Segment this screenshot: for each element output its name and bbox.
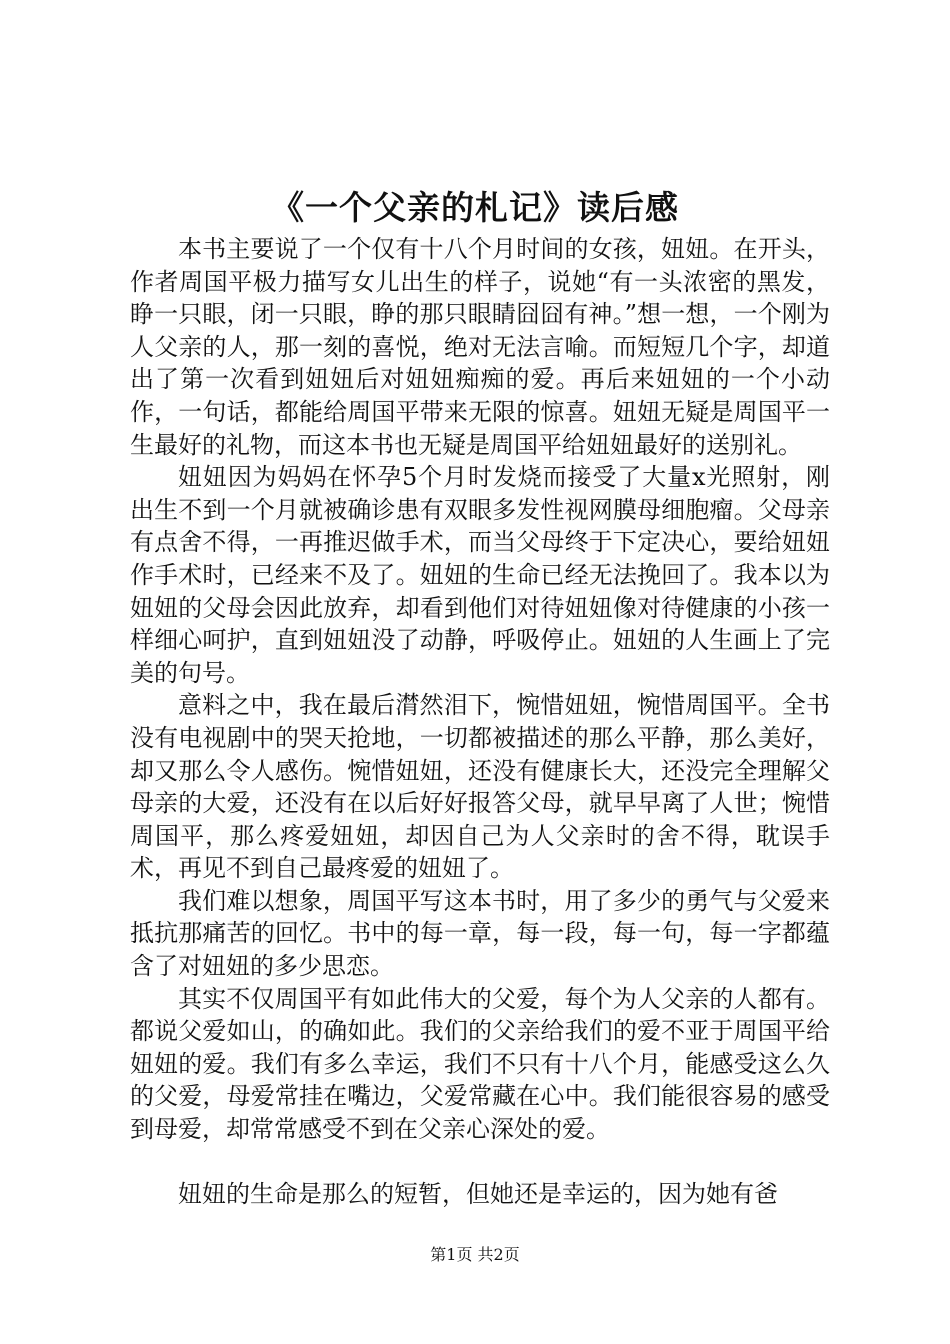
page-number-footer: 第1页 共2页 bbox=[430, 1245, 520, 1264]
paragraph-6: 妞妞的生命是那么的短暂，但她还是幸运的，因为她有爸 bbox=[178, 1180, 778, 1209]
paragraph-5: 其实不仅周国平有如此伟大的父爱，每个为人父亲的人都有。都说父爱如山，的确如此。我们的父亲给我们的爱不亚于周国平给妞妞的爱。我们有多么幸运，我们不只有十八个月，能感受这么久的父爱，母爱常挂在嘴边，父爱常藏在心中。我们能很容易的感受到母爱，却常常感受不到在父亲心深处的爱。 bbox=[130, 984, 830, 1144]
paragraph-2: 妞妞因为妈妈在怀孕5个月时发烧而接受了大量x光照射，刚出生不到一个月就被确诊患有双眼多发性视网膜母细胞瘤。父母亲有点舍不得，一再推迟做手术，而当父母终于下定决心，要给妞妞作手术时，已经来不及了。妞妞的生命已经无法挽回了。我本以为妞妞的父母会因此放弃，却看到他们对待妞妞像对待健康的小孩一样细心呵护，直到妞妞没了动静，呼吸停止。妞妞的人生画上了完美的句号。 bbox=[130, 463, 830, 687]
document-body bbox=[130, 233, 830, 1211]
document-title: 《一个父亲的札记》读后感 bbox=[271, 188, 679, 227]
paragraph-3: 意料之中，我在最后潸然泪下，惋惜妞妞，惋惜周国平。全书没有电视剧中的哭天抢地，一切都被描述的那么平静，那么美好，却又那么令人感伤。惋惜妞妞，还没有健康长大，还没完全理解父母亲的大爱，还没有在以后好好报答父母，就早早离了人世；惋惜周国平，那么疼爱妞妞，却因自己为人父亲时的舍不得，耽误手术，再见不到自己最疼爱的妞妞了。 bbox=[130, 691, 830, 883]
paragraph-1: 本书主要说了一个仅有十八个月时间的女孩，妞妞。在开头，作者周国平极力描写女儿出生的样子，说她“有一头浓密的黑发，睁一只眼，闭一只眼，睁的那只眼睛囧囧有神。”想一想，一个刚为人父亲的人，那一刻的喜悦，绝对无法言喻。而短短几个字，却道出了第一次看到妞妞后对妞妞痴痴的爱。再后来妞妞的一个小动作，一句话，都能给周国平带来无限的惊喜。妞妞无疑是周国平一生最好的礼物，而这本书也无疑是周国平给妞妞最好的送别礼。 bbox=[130, 235, 830, 459]
paragraph-4: 我们难以想象，周国平写这本书时，用了多少的勇气与父爱来抵抗那痛苦的回忆。书中的每一章，每一段，每一句，每一字都蕴含了对妞妞的多少思恋。 bbox=[130, 886, 830, 981]
